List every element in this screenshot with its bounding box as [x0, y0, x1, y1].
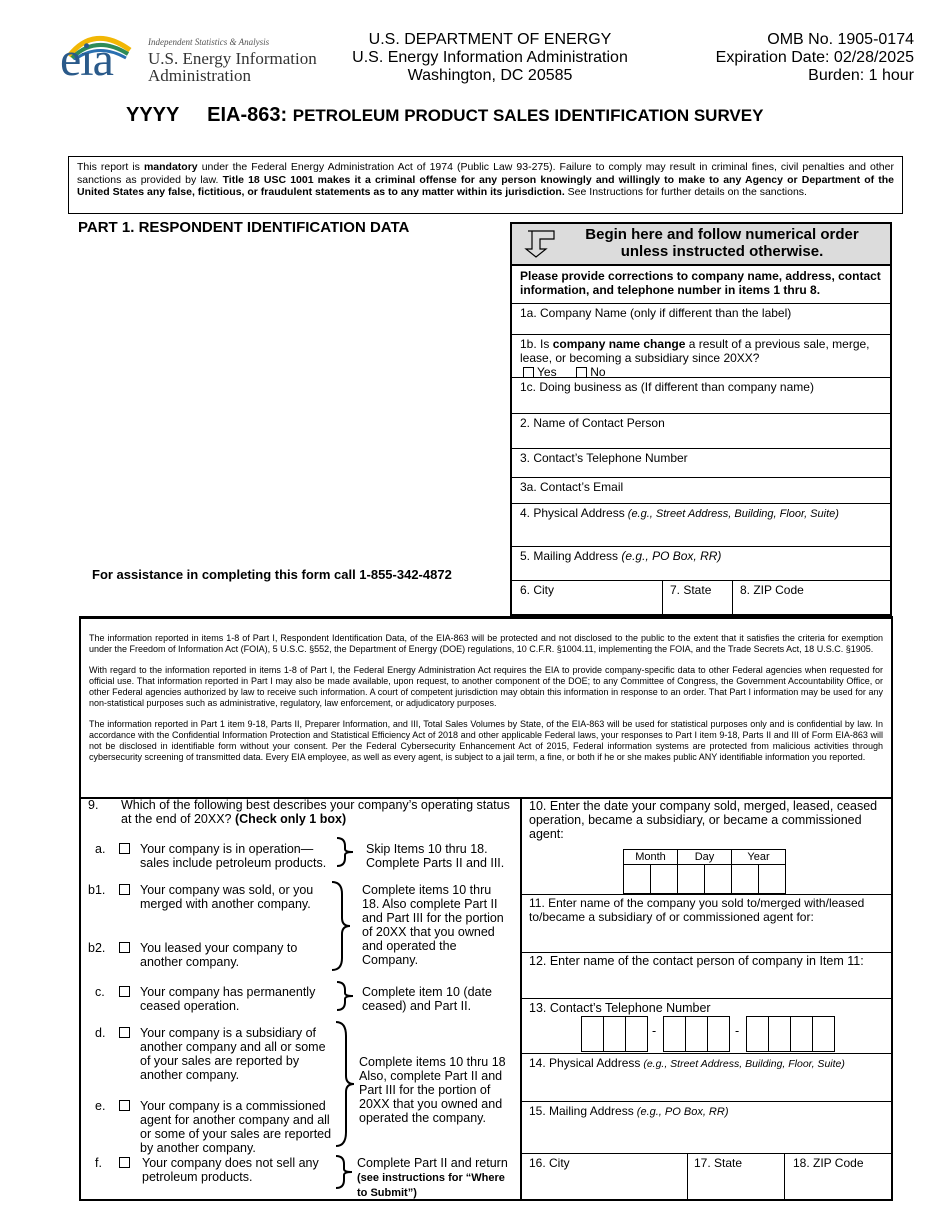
no-label: No — [590, 365, 606, 379]
q11-field[interactable]: 11. Enter name of the company you sold to/merged with/leased to/became a subsidiary of or commissioned agent for: — [529, 896, 865, 924]
phone-dash: - — [652, 1024, 657, 1038]
q13-label: 13. Contact’s Telephone Number — [529, 1001, 711, 1015]
physical-address-hint: (e.g., Street Address, Building, Floor, Suite) — [624, 508, 839, 520]
dba-label: 1c. Doing business as (If different than company name) — [520, 380, 814, 394]
expiration-date: Expiration Date: 02/28/2025 — [715, 49, 914, 66]
divider — [687, 1153, 688, 1201]
assistance-phone: For assistance in completing this form call 1-855-342-4872 — [92, 567, 452, 582]
eia-logo — [60, 26, 320, 86]
city-field[interactable]: 6. City — [520, 583, 555, 597]
q15-hint: (e.g., PO Box, RR) — [633, 1106, 729, 1118]
name-change-no-checkbox[interactable] — [576, 367, 587, 378]
q9e-text: Your company is a commissioned agent for another company and all or some of your sales are reported by another company. — [140, 1099, 332, 1155]
q9c-instruction: Complete item 10 (date ceased) and Part II. — [362, 985, 492, 1013]
phone-digit[interactable] — [625, 1016, 648, 1052]
phone-digit[interactable] — [768, 1016, 791, 1052]
notice-text-2: under the Federal Energy Administration Act of 1974 (Public Law 93-275). Failure to comply may result in criminal fines, civil penalties and other sanctions as provided by law. — [77, 161, 894, 186]
contact-email-label: 3a. Contact’s Email — [520, 480, 624, 494]
q9-number: 9. — [88, 798, 99, 812]
name-change-yes-checkbox[interactable] — [523, 367, 534, 378]
department-block — [320, 31, 660, 85]
day-header: Day — [678, 850, 732, 865]
contact-phone-label: 3. Contact’s Telephone Number — [520, 451, 688, 465]
divider — [784, 1153, 785, 1201]
year-digit[interactable] — [732, 865, 759, 894]
q9d-text: Your company is a subsidiary of another company and all or some of your sales are reported by another company. — [140, 1026, 326, 1082]
name-change-field — [512, 335, 890, 378]
omb-block — [674, 31, 914, 85]
q9de-instruction: Complete items 10 thru 18 Also, complete Part II and Part III for the portion of 20XX that you owned and operated the company. — [359, 1055, 506, 1125]
q16-city-field[interactable]: 16. City — [529, 1156, 570, 1170]
company-name-field[interactable] — [512, 304, 890, 335]
confidentiality-p1: The information reported in items 1-8 of Part I, Respondent Identification Data, of the EIA-863 will be protected and not disclosed to the public to the extent that it satisfies the criteria for exemption under the Freedom of Information Act (FOIA), 5 U.S.C. §552, the Department of Energy (DOE) regulations, 10 C.F.R. §1004.11, implementing the FOIA, and the Trade Secrets Act, 18 U.S.C. §1905. — [89, 633, 883, 654]
omb-number: OMB No. 1905-0174 — [767, 31, 914, 48]
form-name: PETROLEUM PRODUCT SALES IDENTIFICATION SURVEY — [292, 106, 764, 125]
contact-phone-field[interactable] — [512, 449, 890, 478]
yes-label: Yes — [537, 365, 557, 379]
city-state-zip-row — [512, 581, 890, 616]
notice-text-1: This report is — [77, 161, 144, 173]
divider — [521, 894, 893, 895]
q9a-checkbox[interactable] — [119, 843, 130, 854]
month-digit[interactable] — [651, 865, 678, 894]
q14-hint: (e.g., Street Address, Building, Floor, Suite) — [640, 1058, 845, 1070]
q9f-checkbox[interactable] — [119, 1157, 130, 1168]
phone-digit[interactable] — [790, 1016, 813, 1052]
q9a-text: Your company is in operation—sales include petroleum products. — [140, 842, 327, 870]
physical-address-label: 4. Physical Address — [520, 506, 625, 520]
q9b2-label: b2. — [88, 941, 106, 955]
q17-state-field[interactable]: 17. State — [694, 1156, 743, 1170]
phone-digit[interactable] — [707, 1016, 730, 1052]
brace-icon — [334, 1020, 358, 1148]
year-digit[interactable] — [759, 865, 786, 894]
logo-text: eia — [60, 33, 113, 86]
q9f-instruction — [357, 1156, 517, 1200]
department-name: U.S. DEPARTMENT OF ENERGY — [368, 31, 612, 48]
brace-icon — [335, 980, 359, 1012]
divider — [521, 1153, 893, 1154]
phone-digit[interactable] — [812, 1016, 835, 1052]
q9b1-label: b1. — [88, 883, 106, 897]
confidentiality-p2: With regard to the information reported in items 1-8 of Part I, the Federal Energy Administration Act requires the EIA to provide company-specific data to other Federal agencies when requested for official use. That information reported in Part I may also be made available, upon request, to another component of the DOE; to any Committee of Congress, the Government Accountability Office, or other Federal agencies authorized by law to receive such information. A court of competent jurisdiction may obtain this information in response to an order. That Part I information may be used for any non-statistical purposes such as administrative, regulatory, law enforcement, or adjudicatory purposes. — [89, 665, 883, 708]
notice-mandatory: mandatory — [143, 161, 198, 173]
contact-name-label: 2. Name of Contact Person — [520, 416, 665, 430]
agency-name: U.S. Energy Information Administration — [352, 49, 628, 66]
divider — [521, 1053, 893, 1054]
respondent-box — [510, 222, 892, 616]
notice-text-3: See Instructions for further details on the sanctions. — [564, 186, 807, 198]
q9a-instruction: Skip Items 10 thru 18. Complete Parts II and III. — [366, 842, 505, 870]
form-number: EIA-863: — [207, 104, 288, 126]
q9d-label: d. — [95, 1026, 106, 1040]
q9f-text: Your company does not sell any petroleum products. — [142, 1156, 319, 1184]
q9c-text: Your company has permanently ceased operation. — [140, 985, 316, 1013]
q9b1-checkbox[interactable] — [119, 884, 130, 895]
q9b2-checkbox[interactable] — [119, 942, 130, 953]
dba-field[interactable] — [512, 378, 890, 414]
q9d-checkbox[interactable] — [119, 1027, 130, 1038]
day-digit[interactable] — [705, 865, 732, 894]
divider — [662, 581, 663, 616]
part1-heading: PART 1. RESPONDENT IDENTIFICATION DATA — [78, 219, 410, 236]
q9e-checkbox[interactable] — [119, 1100, 130, 1111]
q9f-instruction-text: Complete Part II and return — [357, 1156, 508, 1170]
name-change-label-1: 1b. Is — [520, 337, 553, 351]
begin-banner — [512, 224, 890, 266]
q9f-label: f. — [95, 1156, 102, 1170]
contact-email-field[interactable] — [512, 478, 890, 504]
agency-address: Washington, DC 20585 — [407, 67, 573, 84]
brace-icon — [335, 836, 359, 868]
phone-digit[interactable] — [663, 1016, 686, 1052]
q9a-label: a. — [95, 842, 106, 856]
year-header: Year — [732, 850, 786, 865]
divider — [520, 797, 522, 1201]
q15-label: 15. Mailing Address — [529, 1104, 634, 1118]
logo-name-line-2: Administration — [148, 66, 251, 85]
q9c-checkbox[interactable] — [119, 986, 130, 997]
phone-digit[interactable] — [746, 1016, 769, 1052]
begin-text: Begin here and follow numerical order unless instructed otherwise. — [585, 226, 859, 260]
name-change-label-2: a result of a previous sale, merge, lease, or becoming a subsidiary since 20XX? — [520, 337, 870, 365]
q9b-instruction: Complete items 10 thru 18. Also complete Part II and Part III for the portion of 20XX that you owned and operated the Company. — [362, 883, 504, 967]
company-name-label: 1a. Company Name (only if different than the label) — [520, 306, 792, 320]
corrections-note: Please provide corrections to company name, address, contact information, and telephone number in items 1 thru 8. — [512, 264, 890, 304]
q15-field[interactable] — [529, 1104, 889, 1119]
confidentiality-p3: The information reported in Part 1 item 9-18, Parts II, Preparer Information, and III, Total Sales Volumes by State, of the EIA-863 will be used for statistical purposes only and is confidential by law. In accordance with the Confidential Information Protection and Statistical Efficiency Act of 2018 and other applicable Federal laws, your responses to Part I item 9-18, Parts II and III of Form EIA-863 will not be disclosed in identifiable form without your consent. Per the Federal Cybersecurity Enhancement Act of 2015, Federal information systems are protected from malicious activities through cybersecurity screening of transmitted data. Every EIA employee, as well as every agent, is subject to a jail term, a fine, or both if he or she makes public ANY identifiable information you reported. — [89, 719, 883, 762]
logo-tagline: Independent Statistics & Analysis — [148, 37, 270, 47]
phone-digit[interactable] — [603, 1016, 626, 1052]
logo-name-line-1: U.S. Energy Information — [148, 49, 317, 68]
phone-digit[interactable] — [685, 1016, 708, 1052]
q9e-label: e. — [95, 1099, 106, 1113]
mailing-address-field[interactable] — [512, 547, 890, 581]
notice-title-18: Title 18 USC 1001 makes it a criminal offense for any person knowingly and willingly to make to any Agency or Department of the United States any false, fictitious, or fraudulent statements as to any matter within its jurisdiction. — [77, 173, 895, 198]
burden: Burden: 1 hour — [808, 67, 914, 84]
form-title — [126, 104, 763, 127]
q18-zip-field[interactable]: 18. ZIP Code — [793, 1156, 864, 1170]
divider — [521, 1101, 893, 1102]
phone-dash: - — [735, 1024, 740, 1038]
q9-text: Which of the following best describes your company’s operating status at the end of 20XX? — [121, 798, 510, 826]
physical-address-field[interactable] — [512, 504, 890, 547]
arrow-down-icon — [524, 229, 558, 259]
phone-digit[interactable] — [581, 1016, 604, 1052]
contact-name-field[interactable] — [512, 414, 890, 449]
month-digit[interactable] — [624, 865, 651, 894]
brace-icon — [330, 880, 354, 972]
divider — [521, 998, 893, 999]
q9b1-text: Your company was sold, or you merged with another company. — [140, 883, 314, 911]
q9c-label: c. — [95, 985, 105, 999]
q14-field[interactable] — [529, 1056, 889, 1071]
zip-field[interactable]: 8. ZIP Code — [740, 583, 804, 597]
q14-label: 14. Physical Address — [529, 1056, 641, 1070]
q9f-instruction-bold: (see instructions for “Where to Submit”) — [357, 1172, 505, 1199]
divider — [521, 952, 893, 953]
mailing-address-label: 5. Mailing Address — [520, 549, 619, 563]
month-header: Month — [624, 850, 678, 865]
form-year: YYYY — [126, 104, 180, 126]
mandatory-notice — [68, 156, 903, 214]
mailing-address-hint: (e.g., PO Box, RR) — [618, 549, 722, 563]
q10-text: 10. Enter the date your company sold, merged, leased, ceased operation, became a subsidiary, or became a commissioned agent: — [529, 799, 878, 841]
q9-question — [121, 798, 516, 826]
confidentiality-block — [79, 616, 893, 798]
q9b2-text: You leased your company to another company. — [140, 941, 298, 969]
brace-icon — [334, 1154, 358, 1190]
q12-field[interactable]: 12. Enter name of the contact person of company in Item 11: — [529, 954, 864, 968]
day-digit[interactable] — [678, 865, 705, 894]
name-change-label-bold: company name change — [552, 337, 686, 351]
date-grid — [623, 849, 786, 894]
divider — [732, 581, 733, 616]
q9-instruction: (Check only 1 box) — [231, 812, 347, 826]
state-field[interactable]: 7. State — [670, 583, 712, 597]
